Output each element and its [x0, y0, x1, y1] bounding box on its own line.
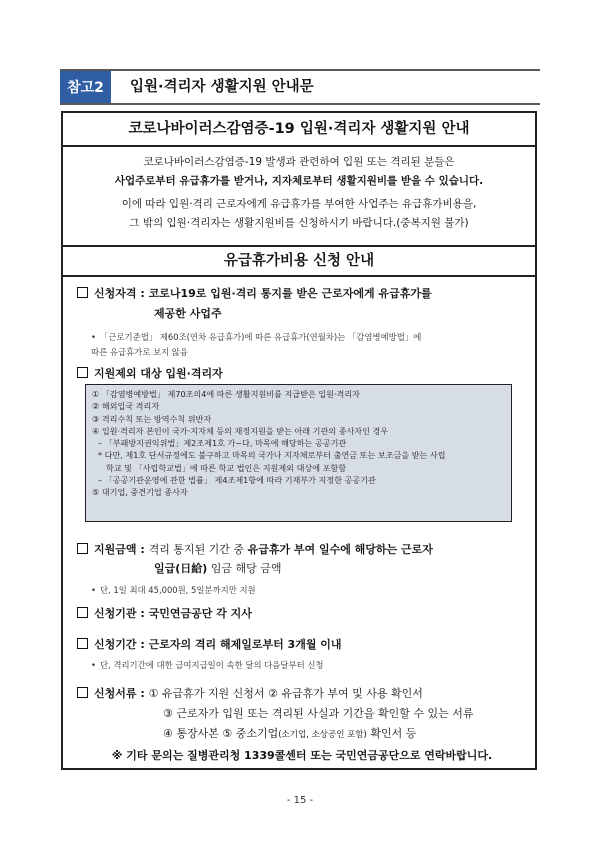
- exclusion-section: [77, 365, 527, 381]
- intro-line-4: 그 밖의 입원·격리자는 생활지원비를 신청하시기 바랍니다.(중복지원 불가): [129, 217, 469, 229]
- documents-section: [77, 684, 527, 745]
- exclusion-item: ② 해외입국 격리자: [92, 401, 160, 412]
- documents-line-2: ③ 근로자가 입원 또는 격리된 사실과 기간을 확인할 수 있는 서류: [163, 707, 474, 720]
- exclusion-list: [85, 384, 512, 522]
- qualification-label: 신청자격 :: [94, 287, 149, 300]
- intro-line-1: 코로나바이러스감염증-19 발생과 관련하여 입원 또는 격리된 분들은: [143, 156, 455, 168]
- intro-line-2: 사업주로부터 유급휴가를 받거나, 지자체로부터 생활지원비를 받을 수 있습니다.: [114, 175, 484, 187]
- qualification-note-1: 「근로기준법」 제60조(연차 유급휴가)에 따른 유급휴가(연월차)는 「감염병예방법」에: [99, 332, 422, 342]
- exclusion-subitem: – 「부패방지권익위법」제2조제1호 가~다, 마목에 해당하는 공공기관: [98, 438, 347, 449]
- qualification-line-2: 제공한 사업주: [154, 307, 222, 320]
- exclusion-item: ① 「감염병예방법」 제70조의4에 따른 생활지원비를 지급받은 입원·격리자: [92, 389, 361, 399]
- inquiry-note: ※ 기타 문의는 질병관리청 1339콜센터 또는 국민연금공단으로 연락바랍니다.: [111, 749, 493, 762]
- amount-section: [77, 540, 527, 598]
- appendix-tag: 참고2: [60, 71, 111, 103]
- exclusion-subnote: 학교 및 「사립학교법」에 따른 학교 법인은 지원제외 대상에 포함함: [106, 462, 347, 473]
- exclusion-item: ③ 격리수칙 또는 방역수칙 위반자: [92, 413, 212, 424]
- agency-section: [77, 605, 527, 621]
- documents-line-1: ① 유급휴가 지원 신청서 ② 유급휴가 부여 및 사용 확인서: [148, 687, 423, 700]
- amount-line-1-normal: 격리 통지된 기간 중: [148, 543, 248, 556]
- amount-line-2-bold: 일급(日給): [154, 562, 208, 575]
- period-section: [77, 636, 527, 673]
- period-note: 단, 격리기간에 대한 급여지급일이 속한 달의 다음달부터 신청: [99, 660, 324, 670]
- amount-line-1-bold: 유급휴가 부여 일수에 해당하는 근로자: [247, 543, 433, 556]
- intro-text: [63, 153, 535, 233]
- appendix-title: 입원·격리자 생활지원 안내문: [130, 79, 314, 95]
- exclusion-label: 지원제외 대상 입원·격리자: [94, 367, 223, 380]
- checkbox-square-icon: [77, 687, 88, 698]
- exclusion-item: ④ 입원·격리자 본인이 국가·지자체 등의 재정지원을 받는 아래 기관의 종사자인 경우: [92, 425, 389, 436]
- exclusion-item: ⑤ 대기업, 중견기업 종사자: [92, 487, 188, 498]
- documents-line-3a: ④ 통장사본 ⑤ 중소기업: [163, 727, 279, 740]
- section-title: 유급휴가비용 신청 안내: [63, 245, 535, 277]
- period-label: 신청기간 :: [94, 638, 149, 651]
- exclusion-subitem: – 「공공기관운영에 관한 법률」 제4조제1항에 따라 기재부가 지정한 공공기관: [98, 475, 376, 486]
- agency-label: 신청기관 :: [94, 607, 149, 620]
- checkbox-square-icon: [77, 543, 88, 554]
- documents-line-3-small: (소기업, 소상공인 포함): [278, 730, 367, 740]
- appendix-header: [60, 69, 540, 105]
- bullet-icon: •: [91, 332, 96, 342]
- exclusion-subnote: * 다만, 제1호 단서규정에도 불구하고 마목의 국가나 지자체로부터 출연금 또는 보조금을 받는 사립: [98, 450, 446, 461]
- intro-line-3: 이에 따라 입원·격리 근로자에게 유급휴가를 부여한 사업주는 유급휴가비용을,: [121, 198, 477, 210]
- checkbox-square-icon: [77, 367, 88, 378]
- page-number: - 15 -: [286, 795, 314, 806]
- documents-label: 신청서류 :: [94, 687, 149, 700]
- qualification-line-1: 코로나19로 입원·격리 통지를 받은 근로자에게 유급휴가를: [148, 287, 432, 300]
- period-value: 근로자의 격리 해제일로부터 3개월 이내: [148, 638, 342, 651]
- notice-title: 코로나바이러스감염증-19 입원·격리자 생활지원 안내: [63, 113, 535, 147]
- bullet-icon: •: [91, 660, 96, 670]
- notice-box: [61, 111, 537, 770]
- agency-value: 국민연금공단 각 지사: [148, 607, 252, 620]
- amount-line-2-normal: 임금 해당 금액: [207, 562, 282, 575]
- qualification-section: [77, 283, 527, 360]
- checkbox-square-icon: [77, 287, 88, 298]
- amount-label: 지원금액 :: [94, 543, 149, 556]
- qualification-note-2: 따른 유급휴가로 보지 않음: [91, 347, 188, 357]
- bullet-icon: •: [91, 585, 96, 595]
- documents-line-3b: 확인서 등: [366, 727, 417, 740]
- amount-note: 단, 1일 최대 45,000원, 5일분까지만 지원: [99, 585, 256, 595]
- checkbox-square-icon: [77, 607, 88, 618]
- checkbox-square-icon: [77, 638, 88, 649]
